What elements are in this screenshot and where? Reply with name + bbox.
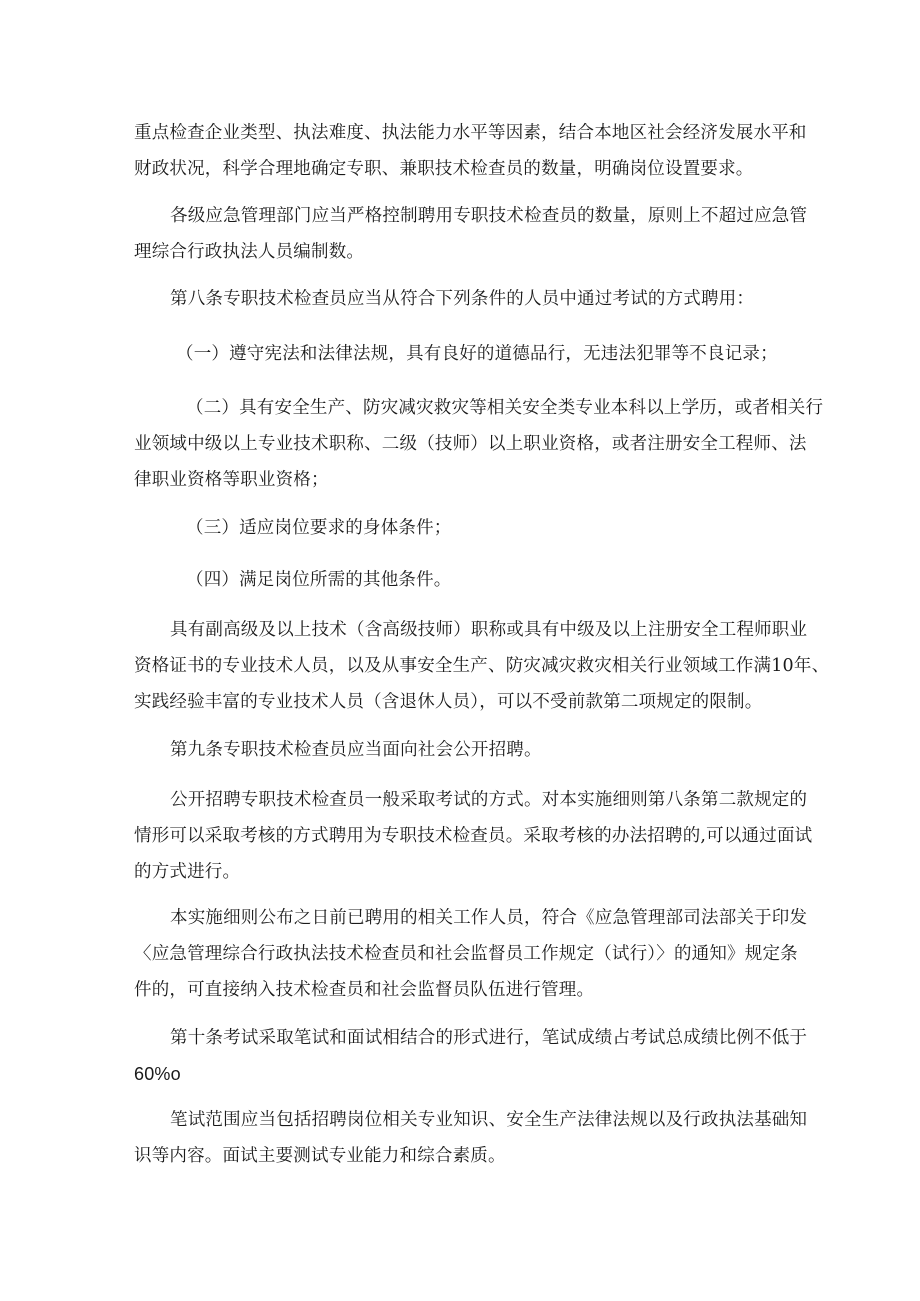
text-line: （三）适应岗位要求的身体条件； <box>186 518 452 538</box>
text-line: 〈应急管理综合行政执法技术检查员和社会监督员工作规定（试行）〉的通知》规定条 <box>134 944 798 964</box>
paragraph <box>134 732 794 768</box>
paragraph <box>134 510 794 546</box>
paragraph <box>134 1020 808 1092</box>
text-line: （四）满足岗位所需的其他条件。 <box>186 570 452 590</box>
paragraph <box>134 1102 808 1174</box>
paragraph <box>134 562 794 598</box>
text-line: 具有副高级及以上技术（含高级技师）职称或具有中级及以上注册安全工程师职业 <box>170 620 808 640</box>
text-line: 实践经验丰富的专业技术人员（含退休人员），可以不受前款第二项规定的限制。 <box>134 692 763 712</box>
text-line: 第八条专职技术检查员应当从符合下列条件的人员中通过考试的方式聘用： <box>170 289 755 309</box>
text-line: 件的，可直接纳入技术检查员和社会监督员队伍进行管理。 <box>134 980 595 1000</box>
text-line: 识等内容。面试主要测试专业能力和综合素质。 <box>134 1146 506 1166</box>
text-line: 第十条考试采取笔试和面试相结合的形式进行，笔试成绩占考试总成绩比例不低于 <box>170 1028 808 1048</box>
text-line: 60%o <box>134 1064 181 1084</box>
text-line: 理综合行政执法人员编制数。 <box>134 242 365 262</box>
text-line: 律职业资格等职业资格； <box>134 470 329 490</box>
text-line: 各级应急管理部门应当严格控制聘用专职技术检查员的数量，原则上不超过应急管 <box>170 206 808 226</box>
paragraph <box>134 115 807 187</box>
text-line: 本实施细则公布之日前已聘用的相关工作人员，符合《应急管理部司法部关于印发 <box>170 908 808 928</box>
text-line: 资格证书的专业技术人员，以及从事安全生产、防灾减灾救灾相关行业领域工作满10年、 <box>134 656 830 676</box>
paragraph <box>134 782 813 890</box>
paragraph <box>134 198 808 270</box>
text-line: 的方式进行。 <box>134 862 241 882</box>
text-line: 重点检查企业类型、执法难度、执法能力水平等因素，结合本地区社会经济发展水平和 <box>134 123 807 143</box>
text-line: 业领域中级以上专业技术职称、二级（技师）以上职业资格，或者注册安全工程师、法 <box>134 434 807 454</box>
text-line: （二）具有安全生产、防灾减灾救灾等相关安全类专业本科以上学历，或者相关行 <box>186 398 824 418</box>
text-line: 公开招聘专职技术检查员一般采取考试的方式。对本实施细则第八条第二款规定的 <box>170 790 808 810</box>
text-line: 笔试范围应当包括招聘岗位相关专业知识、安全生产法律法规以及行政执法基础知 <box>170 1110 808 1130</box>
paragraph <box>134 390 824 498</box>
text-line: 财政状况，科学合理地确定专职、兼职技术检查员的数量，明确岗位设置要求。 <box>134 159 754 179</box>
text-line: 情形可以采取考核的方式聘用为专职技术检查员。采取考核的办法招聘的,可以通过面试 <box>134 826 813 846</box>
paragraph <box>134 281 794 317</box>
paragraph <box>134 336 794 372</box>
paragraph <box>134 900 808 1008</box>
paragraph <box>134 612 830 720</box>
text-line: 第九条专职技术检查员应当面向社会公开招聘。 <box>170 740 542 760</box>
text-line: （一）遵守宪法和法律法规，具有良好的道德品行，无违法犯罪等不良记录； <box>176 344 778 364</box>
